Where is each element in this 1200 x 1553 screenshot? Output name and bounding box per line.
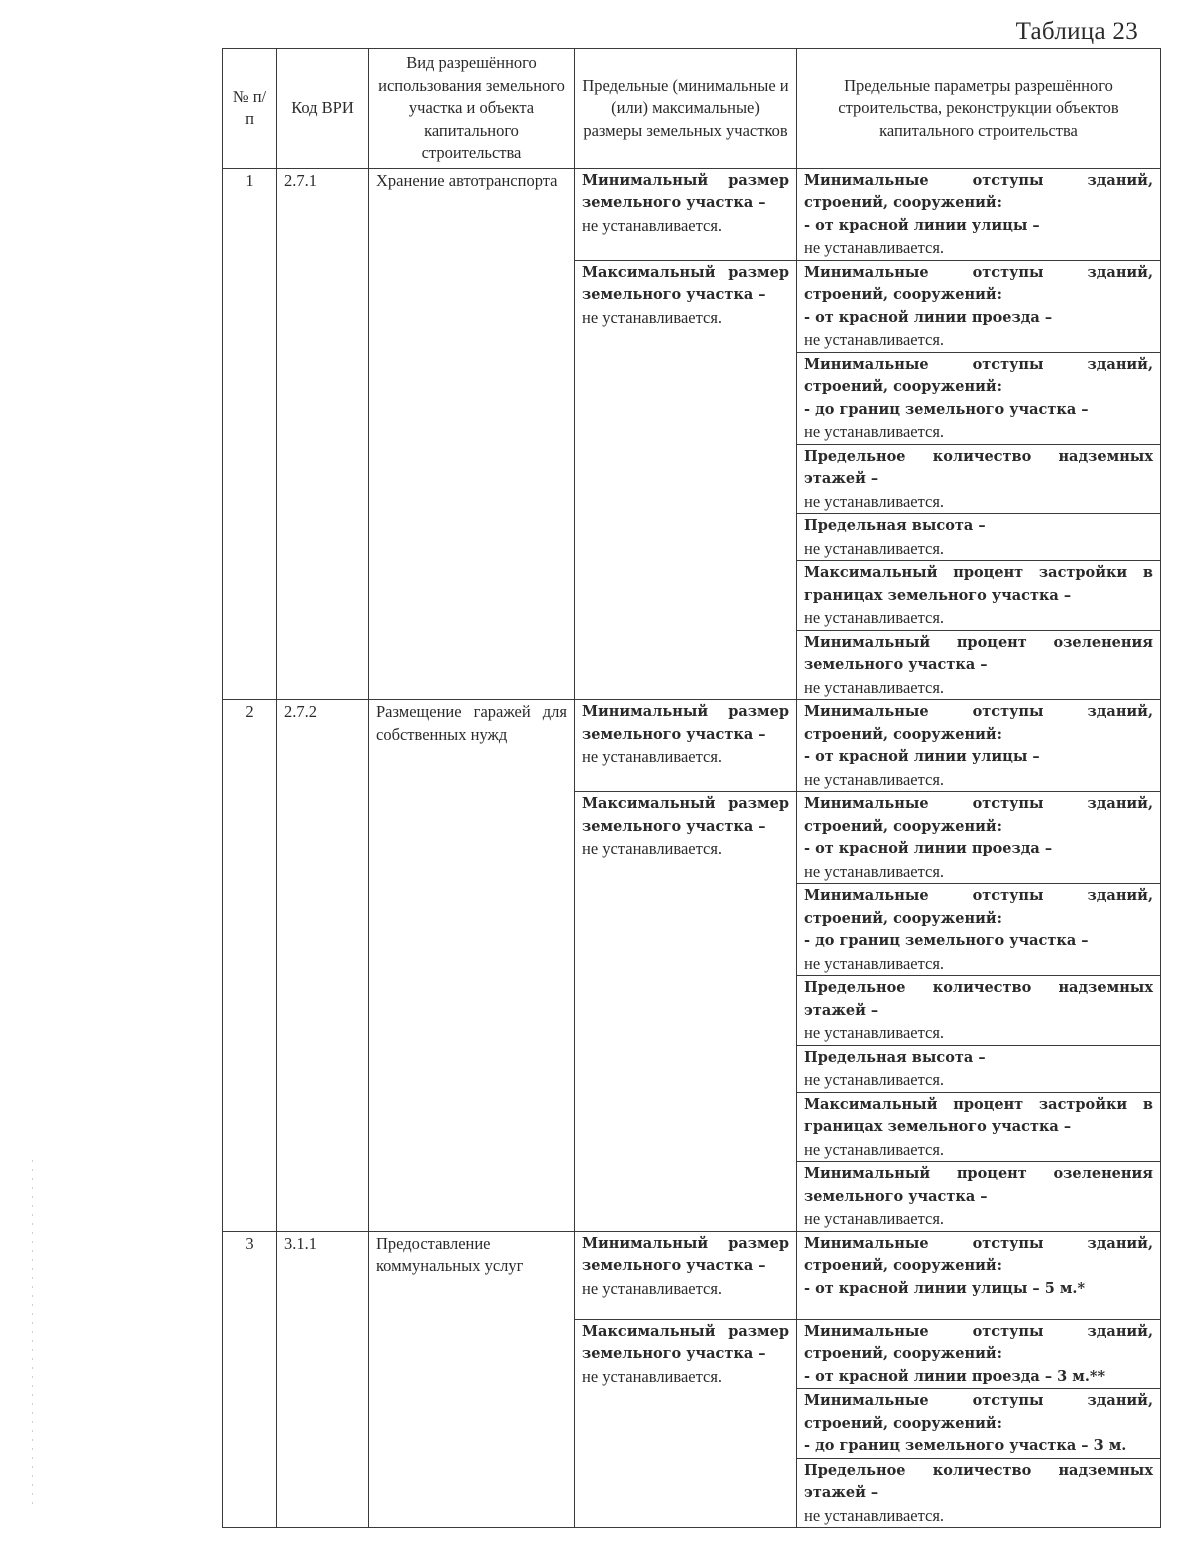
min-size-cell (575, 168, 797, 260)
max-size-cell (575, 792, 797, 1232)
min-size-value: не устанавливается. (582, 1278, 723, 1298)
header-code: Код ВРИ (277, 49, 369, 169)
param-label: Минимальные отступы зданий, строений, сооружений: (804, 703, 1153, 743)
param-value: не устанавливается. (804, 1505, 945, 1525)
row-number: 1 (223, 168, 277, 700)
header-size: Предельные (минимальные и (или) максимальные) размеры земельных участков (575, 49, 797, 169)
row-use: Хранение автотранспорта (369, 168, 575, 700)
param-value: не устанавливается. (804, 608, 945, 627)
param-value: не устанавливается. (804, 677, 945, 697)
param-cell (797, 1389, 1161, 1459)
max-size-value: не устанавливается. (582, 839, 723, 858)
param-cell (797, 976, 1161, 1046)
row-number: 3 (223, 1231, 277, 1528)
max-size-label: Максимальный размер земельного участка – (582, 263, 789, 303)
min-size-label: Минимальный размер земельного участка – (582, 171, 789, 211)
row-code: 2.7.1 (277, 168, 369, 700)
header-num: № п/п (223, 49, 277, 169)
row-code: 3.1.1 (277, 1231, 369, 1528)
param-label: Предельная высота – (804, 1048, 986, 1066)
param-detail: - от красной линии проезда – 3 м.** (804, 1367, 1106, 1385)
param-cell (797, 1162, 1161, 1232)
param-detail: - от красной линии улицы – 5 м.* (804, 1279, 1086, 1297)
min-size-value: не устанавливается. (582, 747, 723, 766)
param-cell (797, 630, 1161, 700)
param-label: Минимальные отступы зданий, строений, сооружений: (804, 263, 1153, 303)
param-label: Минимальные отступы зданий, строений, сооружений: (804, 1392, 1153, 1432)
param-detail: - от красной линии проезда – (804, 308, 1053, 326)
min-size-cell (575, 1231, 797, 1319)
param-label: Минимальные отступы зданий, строений, сооружений: (804, 887, 1153, 927)
param-value: не устанавливается. (804, 238, 945, 257)
param-label: Минимальные отступы зданий, строений, сооружений: (804, 795, 1153, 835)
param-cell (797, 1045, 1161, 1092)
param-detail: - до границ земельного участка – 3 м. (804, 1437, 1127, 1454)
param-detail: - до границ земельного участка – (804, 932, 1089, 949)
param-cell (797, 1092, 1161, 1162)
param-cell (797, 884, 1161, 976)
param-cell (797, 792, 1161, 884)
param-label: Минимальные отступы зданий, строений, сооружений: (804, 355, 1153, 395)
param-cell (797, 514, 1161, 561)
param-label: Предельное количество надземных этажей – (804, 1461, 1153, 1501)
param-detail: - от красной линии проезда – (804, 840, 1053, 857)
min-size-cell (575, 700, 797, 792)
row-number: 2 (223, 700, 277, 1232)
param-detail: - от красной линии улицы – (804, 216, 1040, 234)
header-row (223, 49, 1161, 169)
param-value: не устанавливается. (804, 1139, 945, 1159)
table-title: Таблица 23 (1015, 18, 1138, 45)
param-value: не устанавливается. (804, 1070, 945, 1089)
max-size-cell (575, 260, 797, 700)
param-value: не устанавливается. (804, 538, 945, 558)
param-label: Максимальный процент застройки в границах земельного участка – (804, 564, 1153, 604)
min-size-value: не устанавливается. (582, 215, 723, 235)
max-size-value: не устанавливается. (582, 307, 723, 327)
min-size-label: Минимальный размер земельного участка – (582, 1234, 789, 1274)
param-cell (797, 444, 1161, 514)
param-value: не устанавливается. (804, 330, 945, 349)
param-cell (797, 260, 1161, 352)
param-cell (797, 561, 1161, 631)
row-use: Размещение гаражей для собственных нужд (369, 700, 575, 1232)
param-cell (797, 168, 1161, 260)
param-cell (797, 1319, 1161, 1389)
param-label: Минимальные отступы зданий, строений, сооружений: (804, 1234, 1153, 1274)
param-label: Предельное количество надземных этажей – (804, 447, 1153, 487)
param-value: не устанавливается. (804, 491, 945, 511)
param-label: Максимальный процент застройки в границах земельного участка – (804, 1095, 1153, 1135)
param-value: не устанавливается. (804, 422, 945, 441)
table-row (223, 1231, 1161, 1319)
max-size-value: не устанавливается. (582, 1366, 723, 1386)
param-detail: - от красной линии улицы – (804, 748, 1040, 765)
table-row (223, 700, 1161, 792)
param-label: Минимальный процент озеленения земельного участка – (804, 1165, 1153, 1205)
row-use: Предоставление коммунальных услуг (369, 1231, 575, 1528)
header-params: Предельные параметры разрешённого строительства, реконструкции объектов капитального строительства (797, 49, 1161, 169)
header-use: Вид разрешённого использования земельного участка и объекта капитального строительства (369, 49, 575, 169)
param-value: не устанавливается. (804, 769, 945, 789)
param-value: не устанавливается. (804, 1209, 945, 1228)
table-body (223, 168, 1161, 1528)
param-cell (797, 1231, 1161, 1319)
max-size-cell (575, 1319, 797, 1528)
param-detail: - до границ земельного участка – (804, 400, 1089, 418)
param-cell (797, 700, 1161, 792)
row-code: 2.7.2 (277, 700, 369, 1232)
regulations-table (222, 48, 1161, 1528)
param-value: не устанавливается. (804, 861, 945, 881)
param-label: Минимальные отступы зданий, строений, сооружений: (804, 171, 1153, 211)
param-label: Минимальные отступы зданий, строений, сооружений: (804, 1322, 1153, 1362)
param-label: Предельная высота – (804, 517, 986, 534)
max-size-label: Максимальный размер земельного участка – (582, 795, 789, 835)
param-value: не устанавливается. (804, 953, 945, 973)
param-cell (797, 1458, 1161, 1528)
param-cell (797, 352, 1161, 444)
max-size-label: Максимальный размер земельного участка – (582, 1322, 789, 1362)
param-label: Минимальный процент озеленения земельного участка – (804, 633, 1153, 673)
min-size-label: Минимальный размер земельного участка – (582, 703, 789, 743)
param-value: не устанавливается. (804, 1023, 945, 1042)
table-row (223, 168, 1161, 260)
scan-margin-artifact (32, 1160, 33, 1510)
param-label: Предельное количество надземных этажей – (804, 979, 1153, 1019)
